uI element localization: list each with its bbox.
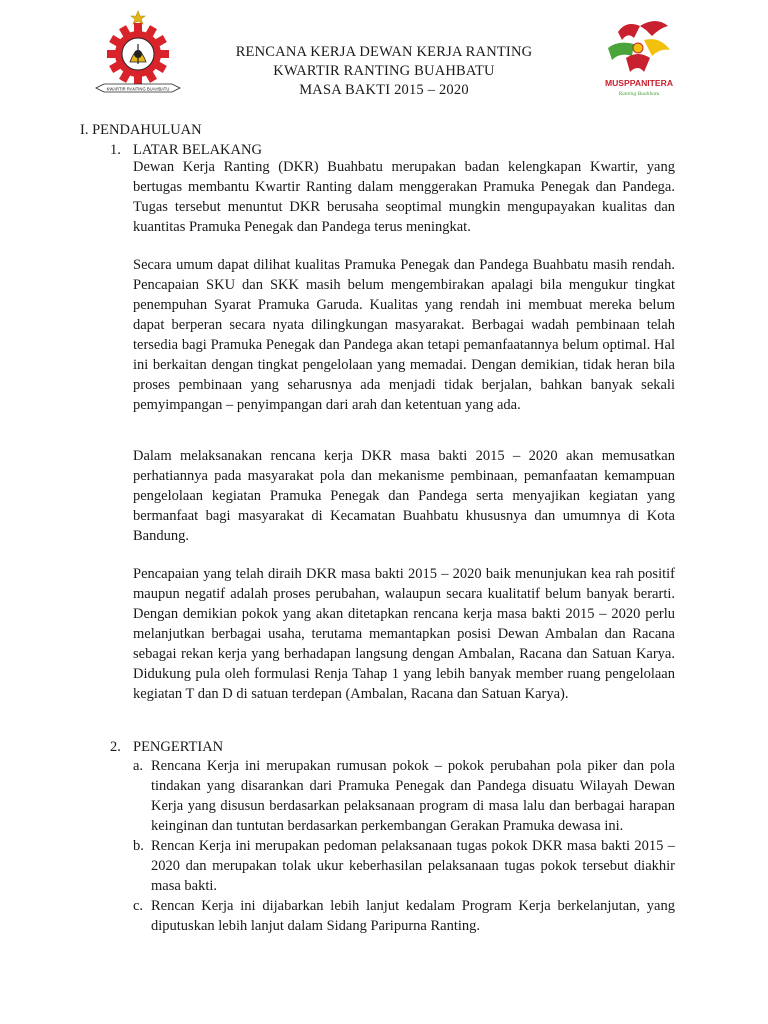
section-title: I. PENDAHULUAN (80, 122, 202, 138)
subsection-pengertian (110, 737, 223, 757)
paragraph-1: Dewan Kerja Ranting (DKR) Buahbatu merupakan badan kelengkapan Kwartir, yang bertugas membantu Kwartir Ranting dalam menggerakan Pramuka Penegak dan Pandega. Tugas tersebut menuntut DKR berusaha seoptimal mungkin mengupayakan kualitas dan kuantitas Pramuka Penegak dan Pandega terus meningkat. (133, 159, 675, 235)
header-line-1: RENCANA KERJA DEWAN KERJA RANTING (235, 44, 533, 60)
list-item-text: Rencan Kerja ini dijabarkan lebih lanjut kedalam Program Kerja berkelanjutan, yang diputuskan lebih lanjut dalam Sidang Paripurna Ranting. (151, 898, 675, 934)
kwartir-emblem-logo (92, 10, 184, 100)
list-item-marker: b. (133, 838, 144, 854)
list-item-marker: a. (133, 758, 144, 774)
paragraph-4: Pencapaian yang telah diraih DKR masa bakti 2015 – 2020 baik menunjukan kea rah positif maupun negatif adalah proses perubahan, walaupun secara kualitatif belum banyak berarti. Dengan demikian pokok yang akan ditetapkan rencana kerja masa bakti 2015 – 2020 perlu melanjutkan berbagai usaha, terutama memantapkan posisi Dewan Ambalan dan Racana sebagai rekan kerja yang berhadapan langsung dengan Ambalan, Racana dan Satuan Karya. Didukung pula oleh formulasi Renja Tahap 1 yang lebih banyak member ruang pengelolaan kegiatan T dan D di satuan terdepan (Ambalan, Racana dan Satuan Karya). (133, 566, 675, 702)
list-item-text: Rencan Kerja ini merupakan pedoman pelaksanaan tugas pokok DKR masa bakti 2015 – 2020 dan merupakan tolak ukur keberhasilan pelaksanaan tugas pokok tersebut diakhir masa bakti. (151, 838, 675, 894)
paragraph-2: Secara umum dapat dilihat kualitas Pramuka Penegak dan Pandega Buahbatu masih rendah. Pencapaian SKU dan SKK masih belum mengembirakan apalagi bila mengukur tingkat penempuhan Syarat Pramuka Garuda. Kualitas yang rendah ini membuat mereka belum dapat berperan secara nyata dilingkungan masyarakat. Berbagai wadah pembinaan telah tersedia bagi Pramuka Penegak dan Pandega akan tetapi pemanfaatannya belum optimal. Hal ini berkaitan dengan tingkat pengelolaan yang memadai. Dengan demikian, tidak heran bila proses pembinaan yang seharusnya ada menjadi tidak berjalan, bahkan banyak sekali pemyimpangan – penyimpangan dari arah dan ketentuan yang ada. (133, 257, 675, 413)
list-item-text: Rencana Kerja ini merupakan rumusan pokok – pokok perubahan pola piker dan pola tindakan yang disarankan dari Pramuka Penegak dan Pandega disuatu Wilayah Dewan Kerja yang disusun berdasarkan pelaksanaan program di masa lalu dan berbagai harapan keinginan dan tuntutan berdasarkan perkembangan Gerakan Pramuka dewasa ini. (151, 758, 675, 834)
document-header (180, 43, 588, 100)
right-logo-title: MUSPPANITERA (604, 78, 674, 88)
pengertian-list (133, 756, 675, 936)
list-item-marker: c. (133, 898, 144, 914)
left-logo-caption: KWARTIR RANTING BUAHBATU (106, 86, 170, 92)
list-item (133, 896, 675, 936)
subsection-number: 2. (110, 739, 121, 755)
list-item (133, 756, 675, 836)
right-logo-subtitle: Ranting Buahbatu (618, 91, 660, 97)
subsection-title: LATAR BELAKANG (133, 142, 262, 158)
list-item (133, 836, 675, 896)
header-line-2: KWARTIR RANTING BUAHBATU (273, 63, 495, 79)
header-line-3: MASA BAKTI 2015 – 2020 (299, 82, 469, 98)
subsection-number: 1. (110, 142, 121, 158)
musppanitera-logo (604, 14, 674, 102)
paragraph-3: Dalam melaksanakan rencana kerja DKR masa bakti 2015 – 2020 akan memusatkan perhatiannya pada masyarakat pola dan mekanisme pembinaan, pemanfaatan kemampuan pengelolaan kegiatan Pramuka Penegak dan Pandega serta menyajikan kegiatan yang bermanfaat bagi masyarakat di Kecamatan Buahbatu khususnya dan umumnya di Kota Bandung. (133, 448, 675, 544)
subsection-title: PENGERTIAN (133, 739, 224, 755)
